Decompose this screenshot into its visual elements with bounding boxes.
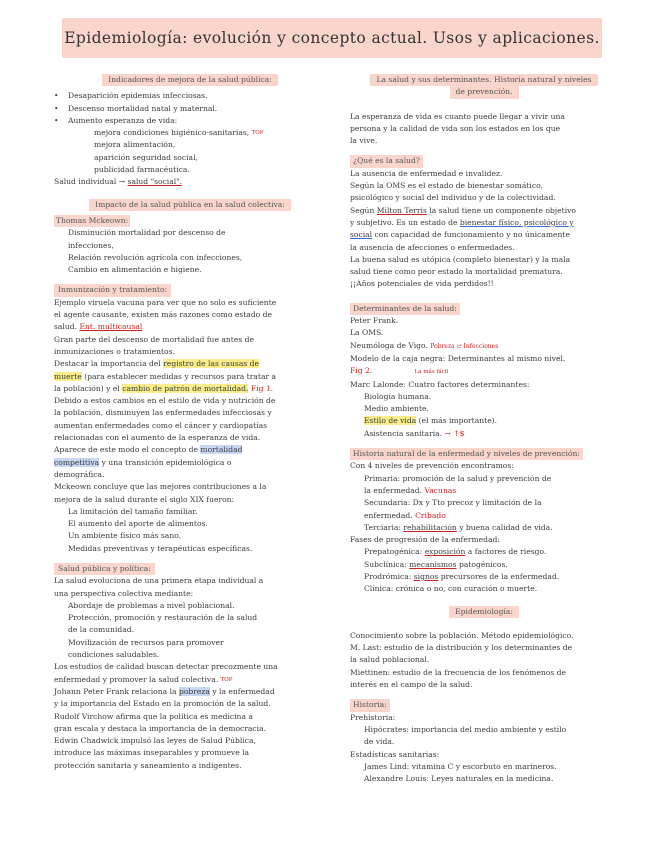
- text: Johann Peter Frank relaciona la: [54, 686, 177, 696]
- bullet-item: • Desaparición epidemias infecciosas.: [54, 90, 326, 102]
- left-column: [54, 72, 326, 772]
- section-header-determinantes-salud: Determinantes de la salud:: [350, 303, 460, 315]
- list-item: Medio ambiente.: [364, 404, 429, 414]
- red-note: Vacunas: [424, 485, 457, 495]
- line: Gran parte del descenso de mortalidad fue antes de: [54, 334, 254, 344]
- underlined-term: signos: [413, 571, 439, 581]
- list-item: Protección, promoción y restauración de la salud: [68, 613, 258, 623]
- underlined-term: mecanismos: [409, 559, 457, 569]
- line: [54, 176, 326, 188]
- red-note: Pobreza ⇄ Infecciones: [430, 342, 499, 350]
- highlight: Estilo de vida: [364, 416, 417, 426]
- list-item: Movilización de recursos para promover: [68, 637, 224, 647]
- bullet-item: • Aumento esperanza de vida:: [54, 115, 326, 127]
- underlined-term: rehabilitación: [403, 522, 457, 532]
- list-item: [350, 559, 618, 571]
- list-item: [350, 522, 618, 534]
- line: Ejemplo viruela vacuna para ver que no solo es suficiente: [54, 297, 277, 307]
- highlighted-name: Thomas Mckeown:: [54, 215, 130, 227]
- line: [54, 457, 326, 469]
- sub-item: [54, 127, 326, 139]
- line: gran escala y destaca la importancia de la democracia.: [54, 723, 267, 733]
- line: Miettinen: estudio de la frecuencia de los fenómenos de: [350, 667, 566, 677]
- line: Según la OMS es el estado de bienestar somático,: [350, 181, 544, 191]
- underlined-term: Milton Terris: [376, 205, 427, 215]
- line: Prehistoria:: [350, 712, 396, 722]
- line: salud tiene como peor estado la mortalidad prematura.: [350, 267, 563, 277]
- section-header-historia-natural: Historia natural de la enfermedad y niveles de prevención:: [350, 448, 583, 460]
- underlined-term: exposición: [424, 547, 466, 557]
- line: [350, 365, 618, 378]
- text: con capacidad de funcionamiento y no únicamente: [374, 230, 570, 240]
- line: relacionadas con el aumento de la esperanza de vida.: [54, 433, 261, 443]
- section-header-salud-publica: Salud pública y política:: [54, 563, 155, 575]
- list-item: Biología humana.: [364, 391, 432, 401]
- text: enfermedad y promover la salud colectiva.: [54, 674, 219, 684]
- top-note: TOP: [251, 130, 264, 137]
- text: (el más importante).: [418, 416, 498, 426]
- list-item: Un ambiente físico más sano.: [68, 531, 182, 541]
- text: Neumóloga de Vigo.: [350, 340, 428, 350]
- underlined-term: bienestar físico, psicológico y: [459, 217, 574, 227]
- line: aumentan enfermedades como el cáncer y cardiopatías: [54, 420, 268, 430]
- line: Conocimiento sobre la población. Método epidemiológico.: [350, 630, 574, 640]
- line: La esperanza de vida es cuanto puede llegar a vivir una: [350, 111, 565, 121]
- line: demográfica.: [54, 469, 105, 479]
- list-item: Alexandre Louis: Leyes naturales en la medicina.: [364, 774, 554, 784]
- sub-item-text: mejora condiciones higiénico-sanitarias,: [94, 128, 250, 138]
- line: la vive.: [350, 136, 378, 146]
- red-note: Ent. multicausal: [79, 322, 143, 332]
- text: Terciaria:: [364, 522, 401, 532]
- line: persona y la calidad de vida son los estados en los que: [350, 123, 561, 133]
- header-line: de prevención.: [450, 86, 519, 98]
- list-item: [350, 571, 618, 583]
- sub-item: publicidad farmacéutica.: [94, 165, 190, 175]
- list-item: Primaria: promoción de la salud y prevención de: [364, 473, 552, 483]
- line: [54, 686, 326, 698]
- question-header: ¿Qué es la salud?: [350, 155, 423, 167]
- list-item: [350, 546, 618, 558]
- text: la salud tiene un componente objetivo: [429, 205, 576, 215]
- line: una perspectiva colectiva mediante:: [54, 588, 194, 598]
- line: la salud poblacional.: [350, 655, 430, 665]
- line: [54, 358, 326, 370]
- bullet-item: • Descenso mortalidad natal y maternal.: [54, 103, 326, 115]
- sub-item: mejora alimentación,: [94, 140, 176, 150]
- line: Mckeown concluye que las mejores contribuciones a la: [54, 482, 267, 492]
- text: (para establecer medidas y recursos para tratar a: [84, 371, 277, 381]
- line: Con 4 niveles de prevención encontramos:: [350, 461, 514, 471]
- text: Aparece de este modo el concepto de: [54, 445, 198, 455]
- line: [350, 340, 618, 353]
- text: la enfermedad.: [364, 485, 423, 495]
- line: Debido a estos cambios en el estilo de vida y nutrición de: [54, 396, 276, 406]
- line: Fases de progresión de la enfermedad:: [350, 535, 500, 545]
- line: interés en el campo de la salud.: [350, 680, 473, 690]
- underlined-term: salud "social".: [127, 177, 183, 187]
- line: infecciones,: [68, 240, 114, 250]
- list-item: de vida.: [364, 737, 395, 747]
- list-item: [350, 415, 618, 427]
- line: [54, 215, 326, 227]
- red-note: La más fácil: [414, 369, 449, 376]
- line: La ausencia de enfermedad e invalidez.: [350, 168, 503, 178]
- list-item: [350, 428, 618, 440]
- list-item: Hipócrates: importancia del medio ambiente y estilo: [364, 724, 567, 734]
- highlight: competitiva: [54, 457, 100, 467]
- text: enfermedad.: [364, 510, 413, 520]
- text: y una transición epidemiológica o: [101, 457, 232, 467]
- line: M. Last: estudio de la distribución y los determinantes de: [350, 643, 573, 653]
- highlight: registro de las causas de: [163, 359, 260, 369]
- fig-ref: Fig 2.: [350, 366, 373, 376]
- list-item: Medidas preventivas y terapéuticas específicas.: [68, 543, 253, 553]
- line: [54, 674, 326, 686]
- line: el agente causante, existen más razones como estado de: [54, 310, 273, 320]
- section-header-inmunizacion: Inmunización y tratamiento:: [54, 284, 171, 296]
- line: Marc Lalonde: Cuatro factores determinantes:: [350, 379, 530, 389]
- header-line: La salud y sus determinantes. Historia natural y niveles: [370, 74, 597, 86]
- section-header-impacto: Impacto de la salud pública en la salud colectiva:: [89, 199, 291, 211]
- highlight: pobreza: [178, 686, 210, 696]
- list-item: Clínica: crónica o no, con curación o muerte.: [364, 584, 538, 594]
- text: Prodrómica:: [364, 571, 412, 581]
- text: Salud individual →: [54, 177, 126, 187]
- text: patogénicos.: [458, 559, 508, 569]
- list-item: James Lind: vitamina C y escorbuto en marineros.: [364, 761, 557, 771]
- text: a factores de riesgo.: [467, 547, 547, 557]
- line: Peter Frank.: [350, 316, 399, 326]
- text: salud.: [54, 322, 78, 332]
- line: la población, disminuyen las enfermedades infecciosas y: [54, 408, 272, 418]
- line: La salud evoluciona de una primera etapa individual a: [54, 576, 264, 586]
- line: Estadísticas sanitarias:: [350, 749, 440, 759]
- line: ¡¡Años potenciales de vida perdidos!!: [350, 279, 494, 289]
- page-title: Epidemiología: evolución y concepto actual. Usos y aplicaciones.: [62, 18, 602, 58]
- list-item: Secundaria: Dx y Tto precoz y limitación de la: [364, 498, 542, 508]
- line: La OMS.: [350, 328, 384, 338]
- line: [350, 205, 618, 217]
- line: protección sanitaria y saneamiento a indigentes.: [54, 760, 242, 770]
- line: La buena salud es utópica (completo bienestar) y la mala: [350, 254, 571, 264]
- list-item: [350, 485, 618, 497]
- red-note: Cribado: [415, 510, 446, 520]
- line: Disminución mortalidad por descenso de: [68, 228, 226, 238]
- line: inmunizaciones o tratamientos.: [54, 346, 175, 356]
- line: [54, 371, 326, 383]
- highlight: cambio de patrón de mortalidad.: [122, 383, 249, 393]
- line: [350, 229, 618, 241]
- text: y la enfermedad: [212, 686, 275, 696]
- text: Según: [350, 205, 375, 215]
- text: Prepatogénica:: [364, 547, 423, 557]
- highlight: muerte: [54, 371, 82, 381]
- section-header-historia: Historia:: [350, 699, 390, 711]
- line: [54, 321, 326, 333]
- section-header-indicadores: Indicadores de mejora de la salud pública:: [102, 74, 278, 86]
- line: Relación revolución agrícola con infecciones,: [68, 252, 243, 262]
- text: la población) y el: [54, 383, 120, 393]
- line: la ausencia de afecciones o enfermedades.: [350, 242, 515, 252]
- text: y buena calidad de vida.: [459, 522, 553, 532]
- text: y subjetivo. Es un estado de: [350, 217, 458, 227]
- line: psicológico y social del individuo y de la colectividad.: [350, 193, 556, 203]
- text: precursores de la enfermedad.: [440, 571, 560, 581]
- section-header-determinantes: [350, 74, 618, 99]
- fig-ref: Fig 1.: [250, 383, 274, 393]
- top-note: TOP: [220, 676, 233, 683]
- line: introduce las máximas inseparables y promueve la: [54, 748, 250, 758]
- line: mejora de la salud durante el siglo XIX fueron:: [54, 494, 235, 504]
- line: [54, 383, 326, 395]
- line: Rudolf Virchow afirma que la política es medicina a: [54, 711, 253, 721]
- highlight: mortalidad: [200, 445, 243, 455]
- line: y la importancia del Estado en la promoción de la salud.: [54, 699, 271, 709]
- line: Los estudios de calidad buscan detectar precozmente una: [54, 662, 278, 672]
- underlined-term: social: [350, 230, 373, 240]
- list-item: de la comunidad.: [68, 625, 135, 635]
- sub-item: aparición seguridad social,: [94, 152, 198, 162]
- list-item: condiciones saludables.: [68, 650, 160, 660]
- text: Subclínica:: [364, 559, 407, 569]
- list-item: Abordaje de problemas a nivel poblacional.: [68, 600, 235, 610]
- line: Cambio en alimentación e higiene.: [68, 265, 202, 275]
- line: [54, 444, 326, 456]
- right-column: [350, 72, 618, 785]
- list-item: La limitación del tamaño familiar.: [68, 506, 198, 516]
- list-item: [350, 510, 618, 522]
- text: Destacar la importancia del: [54, 359, 161, 369]
- line: Edwin Chadwick impulsó las leyes de Salud Pública,: [54, 736, 256, 746]
- red-note: → ↑$: [444, 428, 465, 438]
- list-item: El aumento del aporte de alimentos.: [68, 519, 208, 529]
- line: Modelo de la caja negra: Determinantes al mismo nivel.: [350, 353, 566, 363]
- line: [350, 217, 618, 229]
- text: Asistencia sanitaria.: [364, 428, 443, 438]
- section-header-epidemiologia: Epidemiología:: [449, 606, 519, 618]
